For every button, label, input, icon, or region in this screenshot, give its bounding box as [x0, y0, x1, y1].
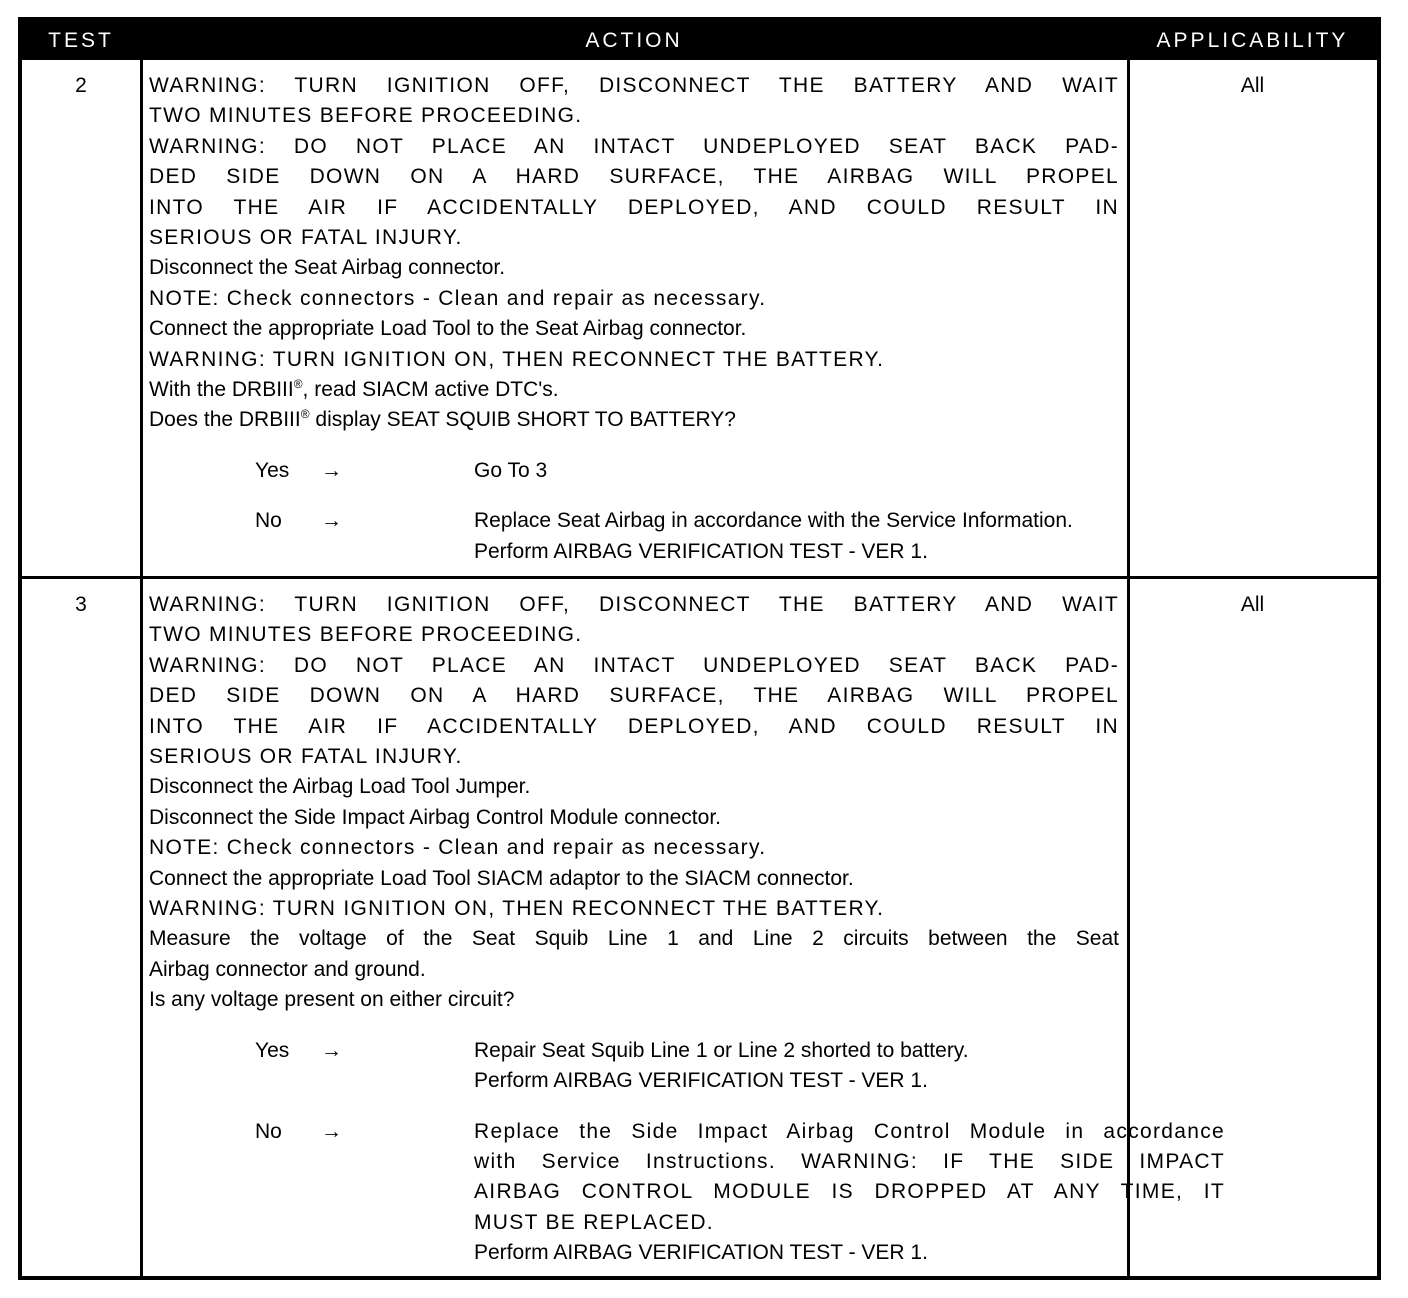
action-line: WARNING: TURN IGNITION ON, THEN RECONNECT THE BATTERY. [149, 347, 885, 371]
action-question: Is any voltage present on either circuit? [149, 988, 515, 1012]
action-line: DED SIDE DOWN ON A HARD SURFACE, THE AIRBAG WILL PROPEL [149, 165, 1119, 189]
drb-question-text: Does the DRBIII [149, 408, 301, 432]
action-line: DED SIDE DOWN ON A HARD SURFACE, THE AIRBAG WILL PROPEL [149, 684, 1119, 708]
drb-read-text: , read SIACM active DTC's. [302, 378, 559, 402]
result-line: Perform AIRBAG VERIFICATION TEST - VER 1. [474, 1069, 928, 1093]
arrow-icon: → [321, 458, 342, 482]
test-number: 3 [75, 593, 87, 616]
action-line: Disconnect the Airbag Load Tool Jumper. [149, 775, 531, 799]
table-header [22, 21, 1377, 60]
action-question [149, 405, 1119, 435]
action-line: TWO MINUTES BEFORE PROCEEDING. [149, 104, 583, 128]
action-line: WARNING: TURN IGNITION OFF, DISCONNECT THE BATTERY AND WAIT [149, 593, 1119, 616]
answer-label: No [255, 1119, 282, 1143]
action-line: WARNING: DO NOT PLACE AN INTACT UNDEPLOYED SEAT BACK PAD- [149, 653, 1119, 677]
action-line: Disconnect the Seat Airbag connector. [149, 256, 506, 280]
header-action: ACTION [585, 29, 683, 52]
column-divider [1127, 60, 1130, 1276]
action-line: SERIOUS OR FATAL INJURY. [149, 745, 463, 769]
answer-result [474, 456, 1119, 486]
header-applicability: APPLICABILITY [1156, 29, 1349, 52]
arrow-icon: → [321, 509, 342, 533]
result-line: Repair Seat Squib Line 1 or Line 2 shorted to battery. [474, 1038, 969, 1062]
action-line: Connect the appropriate Load Tool to the Seat Airbag connector. [149, 317, 747, 341]
action-line: Disconnect the Side Impact Airbag Control Module connector. [149, 805, 721, 829]
arrow-icon: → [321, 1038, 342, 1062]
diagnostic-table [18, 17, 1381, 1280]
answer-result [474, 1117, 1225, 1269]
drb-question-text: display SEAT SQUIB SHORT TO BATTERY? [309, 408, 736, 432]
arrow-icon: → [321, 1119, 342, 1143]
result-line: Perform AIRBAG VERIFICATION TEST - VER 1. [474, 1241, 928, 1265]
drb-read-text: With the DRBIII [149, 378, 294, 402]
row-divider [22, 576, 1377, 579]
action-line: WARNING: TURN IGNITION ON, THEN RECONNECT THE BATTERY. [149, 897, 885, 921]
result-line: MUST BE REPLACED. [474, 1210, 714, 1234]
action-line: TWO MINUTES BEFORE PROCEEDING. [149, 623, 583, 647]
test-number: 2 [75, 74, 87, 97]
action-line: WARNING: TURN IGNITION OFF, DISCONNECT THE BATTERY AND WAIT [149, 74, 1119, 97]
action-line: Connect the appropriate Load Tool SIACM adaptor to the SIACM connector. [149, 866, 854, 890]
answer-no [255, 506, 1119, 567]
applicability-value: All [1240, 74, 1265, 97]
registered-mark: ® [300, 407, 310, 422]
action-line: WARNING: DO NOT PLACE AN INTACT UNDEPLOYED SEAT BACK PAD- [149, 134, 1119, 158]
action-line: Airbag connector and ground. [149, 957, 426, 981]
answer-no [255, 1117, 1225, 1269]
answer-result [474, 506, 1119, 567]
action-line: SERIOUS OR FATAL INJURY. [149, 226, 463, 250]
action-cell [149, 71, 1119, 567]
result-line: AIRBAG CONTROL MODULE IS DROPPED AT ANY TIME, IT [474, 1180, 1225, 1204]
answer-yes [255, 1036, 1119, 1097]
action-line: NOTE: Check connectors - Clean and repair as necessary. [149, 286, 767, 310]
action-cell [149, 590, 1225, 1269]
action-line [149, 375, 1119, 405]
answer-label: Yes [255, 458, 290, 482]
result-line: Go To 3 [474, 458, 548, 482]
answer-label: No [255, 509, 282, 533]
column-divider [140, 60, 143, 1276]
result-line: Replace the Side Impact Airbag Control Module in accordance [474, 1119, 1225, 1143]
applicability-value: All [1240, 593, 1265, 616]
answer-result [474, 1036, 1119, 1097]
result-line: Perform AIRBAG VERIFICATION TEST - VER 1. [474, 539, 928, 563]
answer-yes [255, 456, 1119, 486]
action-line: NOTE: Check connectors - Clean and repair as necessary. [149, 836, 767, 860]
header-test: TEST [48, 29, 114, 52]
action-line: INTO THE AIR IF ACCIDENTALLY DEPLOYED, AND COULD RESULT IN [149, 195, 1119, 219]
result-line: with Service Instructions. WARNING: IF THE SIDE IMPACT [474, 1149, 1225, 1173]
result-line: Replace Seat Airbag in accordance with the Service Information. [474, 509, 1073, 533]
action-line: INTO THE AIR IF ACCIDENTALLY DEPLOYED, AND COULD RESULT IN [149, 714, 1119, 738]
answer-label: Yes [255, 1038, 290, 1062]
registered-mark: ® [293, 377, 303, 392]
action-line: Measure the voltage of the Seat Squib Line 1 and Line 2 circuits between the Seat [149, 927, 1119, 951]
